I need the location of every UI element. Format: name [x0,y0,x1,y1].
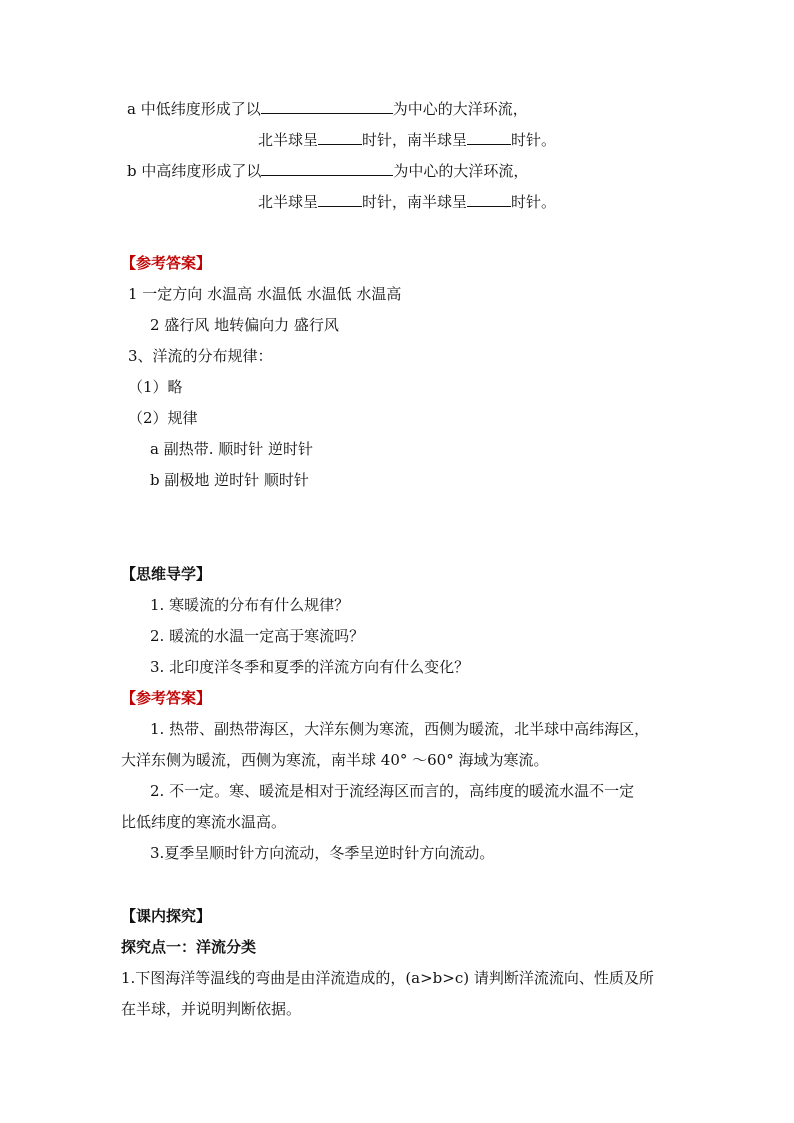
fill-b-suffix: 为中心的大洋环流， [393,162,529,180]
fill-b-dir-2: 时针，南半球呈 [362,193,468,211]
answers-1-line-6: a 副热带. 顺时针 逆时针 [150,440,314,458]
fill-b-prefix: b 中高纬度形成了以 [127,162,262,180]
blank-b-center [261,160,393,176]
fill-a-prefix: a 中低纬度形成了以 [127,100,261,118]
fill-a-dir-2: 时针，南半球呈 [362,131,468,149]
thinking-question-3: 3. 北印度洋冬季和夏季的洋流方向有什么变化？ [150,658,470,676]
inquiry-subheading: 探究点一：洋流分类 [121,938,257,956]
answers-2-a1-line-1: 1. 热带、副热带海区，大洋东侧为寒流，西侧为暖流，北半球中高纬海区， [150,720,650,738]
blank-b-north [318,191,362,207]
inquiry-question-1-line-2: 在半球，并说明判断依据。 [121,1000,302,1018]
answers-1-line-5: （2）规律 [128,409,198,427]
blank-a-north [318,129,362,145]
answers-2-a2-line-2: 比低纬度的寒流水温高。 [121,813,287,831]
fill-b-dir-3: 时针。 [511,193,557,211]
fill-line-b [127,160,528,181]
answers-1-line-7: b 副极地 逆时针 顺时针 [150,471,309,489]
answers-2-heading: 【参考答案】 [121,689,212,707]
fill-a-dir-3: 时针。 [511,131,557,149]
blank-a-south [467,129,511,145]
answers-1-line-2: 2 盛行风 地转偏向力 盛行风 [150,316,339,334]
thinking-question-1: 1. 寒暖流的分布有什么规律？ [150,596,350,614]
fill-line-a-direction [258,129,556,150]
answers-1-line-1: 1 一定方向 水温高 水温低 水温低 水温高 [128,285,402,303]
fill-a-suffix: 为中心的大洋环流， [392,100,528,118]
answers-1-heading: 【参考答案】 [121,254,212,272]
thinking-question-2: 2. 暖流的水温一定高于寒流吗？ [150,627,365,645]
answers-1-line-4: （1）略 [128,378,183,396]
thinking-heading: 【思维导学】 [121,565,212,583]
fill-line-a [127,98,528,119]
fill-b-dir-1: 北半球呈 [258,193,319,211]
answers-1-line-3: 3、洋流的分布规律： [128,347,273,365]
blank-b-south [467,191,511,207]
answers-2-a2-line-1: 2. 不一定。寒、暖流是相对于流经海区而言的，高纬度的暖流水温不一定 [150,782,635,800]
inquiry-heading: 【课内探究】 [121,907,212,925]
answers-2-a1-line-2: 大洋东侧为暖流，西侧为寒流，南半球 40° ～60° 海域为寒流。 [121,751,549,769]
inquiry-question-1-line-1: 1.下图海洋等温线的弯曲是由洋流造成的，(a>b>c) 请判断洋流流向、性质及所 [121,969,654,987]
answers-2-a3: 3.夏季呈顺时针方向流动，冬季呈逆时针方向流动。 [150,844,495,862]
blank-a-center [261,98,393,114]
fill-a-dir-1: 北半球呈 [258,131,319,149]
fill-line-b-direction [258,191,556,212]
